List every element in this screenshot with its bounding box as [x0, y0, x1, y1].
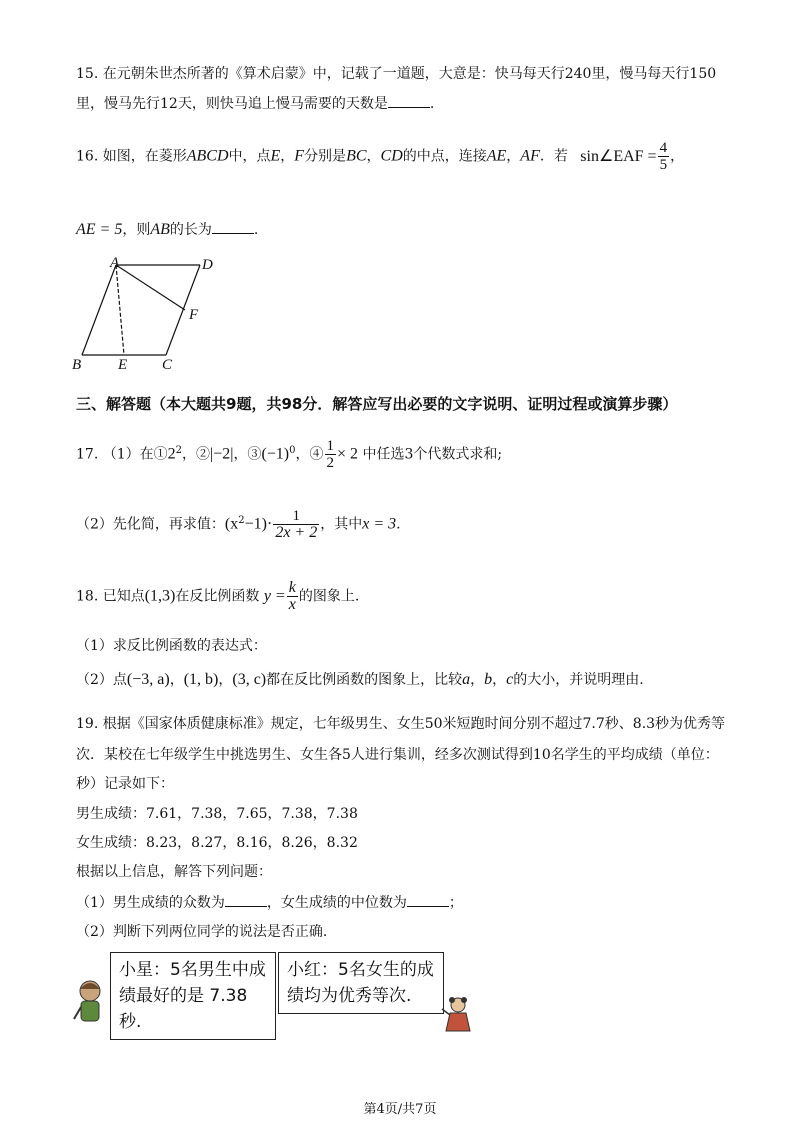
q19-line1: 19. 根据《国家体质健康标准》规定，七年级男生、女生50米短跑时间分别不超过7.7秒、8.3秒为优秀等 — [76, 716, 726, 732]
segment-AF — [116, 265, 185, 310]
page-footer: 第4页/共7页 — [363, 1102, 437, 1117]
q18-sub2: （2）点(−3, a)，(1, b)，(3, c)都在反比例函数的图象上，比较a，b，c的大小，并说明理由. — [76, 671, 644, 688]
q16-line2: AE = 5，则AB的长为 . — [76, 221, 259, 238]
answer-blank — [212, 221, 254, 234]
q18-sub1: （1）求反比例函数的表达式： — [76, 638, 267, 654]
q19-boys-scores: 男生成绩：7.61，7.38，7.65，7.38，7.38 — [76, 806, 358, 822]
q19-girls-scores: 女生成绩：8.23，8.27，8.16，8.26，8.32 — [76, 835, 358, 851]
label-A: A — [110, 255, 120, 271]
q19-line3: 秒）记录如下： — [76, 776, 174, 792]
speech-bubble-xiaoxing: 小星：5名男生中成 绩最好的是 7.38 秒. — [110, 952, 276, 1040]
q15-line2: 里，慢马先行12天，则快马追上慢马需要的天数是 . — [76, 96, 435, 112]
speech-bubble-xiaohong: 小红：5名女生的成 绩均为优秀等次. — [278, 952, 444, 1014]
label-D: D — [202, 257, 213, 273]
boy-character-icon — [72, 975, 108, 1027]
q17-line2: （2）先化简，再求值：$(x^2-1)\cdot$ $\frac{1}{2x + 2}$ ，其中x = 3. — [76, 508, 401, 541]
answer-blank — [225, 894, 267, 907]
q16-line1: 16. 如图，在菱形ABCD中，点E，F分别是BC，CD的中点，连接AE，AF．若 sin∠EAF = $\frac{4}{5}$ ， — [76, 140, 685, 173]
label-C: C — [162, 357, 173, 373]
label-F: F — [189, 307, 199, 323]
q18-line1: 18. 已知点(1,3)在反比例函数 y = $\frac{k}{x}$ 的图象上. — [76, 579, 360, 613]
rhombus-figure — [70, 255, 220, 375]
answer-blank — [407, 894, 449, 907]
q19-line2: 次．某校在七年级学生中挑选男生、女生各5人进行集训，经多次测试得到10名学生的平均成绩（单位： — [76, 747, 719, 763]
label-B: B — [72, 357, 82, 373]
girl-character-icon — [440, 995, 474, 1035]
segment-AE — [116, 265, 124, 355]
q15-line1: 15. 在元朝朱世杰所著的《算术启蒙》中，记载了一道题，大意是：快马每天行240里，慢马每天行150 — [76, 66, 717, 82]
q19-sub1: （1）男生成绩的众数为 ，女生成绩的中位数为 ； — [76, 895, 463, 911]
q19-sub2: （2）判断下列两位同学的说法是否正确. — [76, 924, 328, 940]
edge-BA — [82, 265, 116, 355]
label-E: E — [118, 357, 128, 373]
q19-line6: 根据以上信息，解答下列问题： — [76, 864, 272, 880]
section-3-title: 三、解答题（本大题共9题，共98分．解答应写出必要的文字说明、证明过程或演算步骤） — [76, 395, 678, 413]
answer-blank — [388, 95, 430, 108]
q17-line1: 17. （1）在$①2^2$，②|−2|，$③(-1)^0$，④ $\frac{1}{2}$ × 2 中任选3个代数式求和; — [76, 438, 503, 471]
